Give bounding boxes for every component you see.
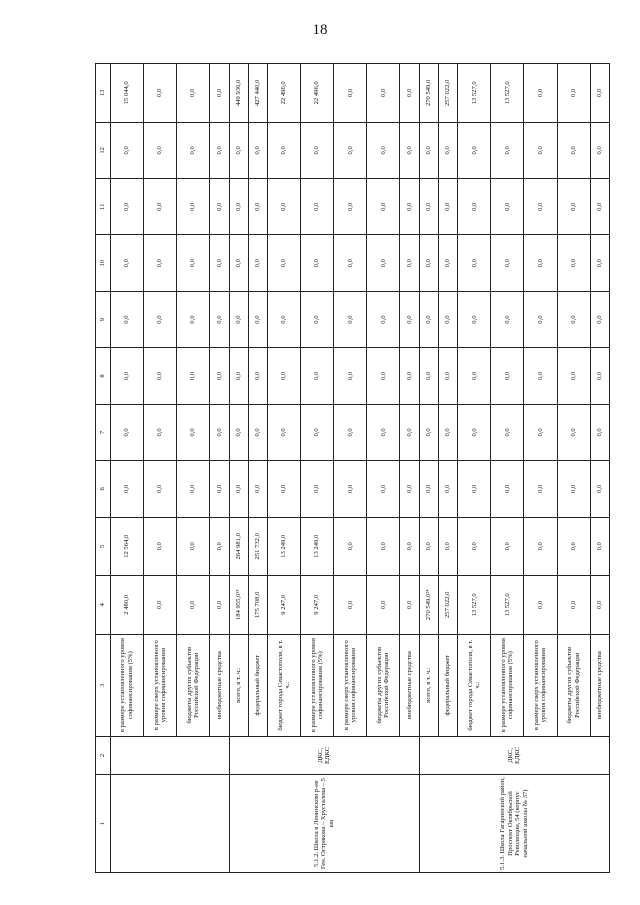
total-cell: 0,0 (177, 64, 210, 123)
value-cell: 0,0 (268, 235, 301, 291)
funding-source-cell: федеральный бюджет (248, 634, 267, 736)
value-cell: 0,0 (590, 122, 609, 178)
funding-source-cell: бюджеты других субъектов Российской Федерации (177, 634, 210, 736)
total-cell: 270 549,0 (419, 64, 438, 123)
value-cell: 0,0 (400, 122, 419, 178)
value-cell: 0,0 (334, 179, 367, 235)
value-cell: 0,0 (524, 291, 557, 347)
value-cell: 175 708,0 (248, 576, 267, 635)
value-cell: 0,0 (144, 517, 177, 576)
total-cell: 0,0 (144, 64, 177, 123)
funding-source-cell: внебюджетные средства (590, 634, 609, 736)
value-cell: 0,0 (438, 348, 457, 404)
value-cell: 0,0 (268, 122, 301, 178)
value-cell: 0,0 (268, 461, 301, 517)
value-cell: 0,0 (229, 348, 248, 404)
total-cell: 13 527,0 (458, 64, 491, 123)
value-cell: 0,0 (229, 461, 248, 517)
value-cell: 0,0 (400, 461, 419, 517)
value-cell: 0,0 (400, 235, 419, 291)
value-cell: 0,0 (590, 404, 609, 460)
value-cell: 0,0 (111, 404, 144, 460)
value-cell: 0,0 (590, 517, 609, 576)
table-rotation-frame (95, 63, 610, 873)
value-cell: 0,0 (111, 461, 144, 517)
value-cell: 270 549,0²⁴ (419, 576, 438, 635)
funding-source-cell: бюджет города Севастополя, в т. ч.: (268, 634, 301, 736)
value-cell: 0,0 (210, 122, 229, 178)
funding-source-cell: всего, в т. ч.: (229, 634, 248, 736)
customer-cell: ДКС, ЕДКС (419, 736, 609, 774)
value-cell: 0,0 (590, 576, 609, 635)
value-cell: 0,0 (491, 404, 524, 460)
value-cell: 0,0 (524, 576, 557, 635)
value-cell: 0,0 (229, 291, 248, 347)
value-cell: 0,0 (268, 179, 301, 235)
total-cell: 0,0 (334, 64, 367, 123)
value-cell: 0,0 (301, 291, 334, 347)
value-cell: 0,0 (111, 179, 144, 235)
value-cell: 0,0 (210, 576, 229, 635)
value-cell: 0,0 (367, 122, 400, 178)
value-cell: 0,0 (367, 179, 400, 235)
value-cell: 0,0 (590, 348, 609, 404)
value-cell: 0,0 (590, 235, 609, 291)
value-cell: 0,0 (524, 404, 557, 460)
value-cell: 0,0 (367, 461, 400, 517)
total-cell: 0,0 (210, 64, 229, 123)
value-cell: 0,0 (334, 235, 367, 291)
value-cell: 0,0 (419, 179, 438, 235)
value-cell: 0,0 (524, 122, 557, 178)
value-cell: 0,0 (491, 517, 524, 576)
value-cell: 0,0 (400, 404, 419, 460)
value-cell: 0,0 (144, 461, 177, 517)
funding-source-cell: бюджеты других субъектов Российской Федерации (557, 634, 590, 736)
value-cell: 0,0 (367, 291, 400, 347)
value-cell: 0,0 (458, 291, 491, 347)
value-cell: 0,0 (210, 404, 229, 460)
value-cell: 0,0 (268, 348, 301, 404)
value-cell: 13 249,0 (268, 517, 301, 576)
header-cell: 11 (96, 179, 111, 235)
value-cell: 2 480,0 (111, 576, 144, 635)
value-cell: 0,0 (334, 122, 367, 178)
value-cell: 0,0 (144, 404, 177, 460)
value-cell: 0,0 (301, 235, 334, 291)
value-cell: 0,0 (367, 348, 400, 404)
value-cell: 0,0 (111, 348, 144, 404)
object-name-cell: 5.1.3. Школа Гагаринский район, Проспект Октябрьской Революции, 54 (корпус начальной школы № 37) (419, 775, 609, 873)
continuation-customer-cell (111, 736, 230, 774)
total-cell: 0,0 (367, 64, 400, 123)
value-cell: 9 247,0 (268, 576, 301, 635)
object-name-cell: 5.1.2. Школа в Ленинском р-не Ген. Острякова – Хрусталева – 5 км (229, 775, 419, 873)
value-cell: 0,0 (177, 461, 210, 517)
funding-source-cell: федеральный бюджет (438, 634, 457, 736)
value-cell: 0,0 (229, 235, 248, 291)
value-cell: 0,0 (458, 235, 491, 291)
value-cell: 184 955,0²³ (229, 576, 248, 635)
value-cell: 0,0 (367, 235, 400, 291)
value-cell: 0,0 (419, 461, 438, 517)
value-cell: 0,0 (229, 179, 248, 235)
value-cell: 0,0 (334, 348, 367, 404)
value-cell: 0,0 (491, 461, 524, 517)
value-cell: 0,0 (491, 348, 524, 404)
value-cell: 0,0 (367, 404, 400, 460)
value-cell: 0,0 (557, 461, 590, 517)
value-cell: 0,0 (111, 122, 144, 178)
value-cell: 257 022,0 (438, 576, 457, 635)
total-cell: 449 936,0 (229, 64, 248, 123)
value-cell: 0,0 (177, 576, 210, 635)
value-cell: 0,0 (557, 179, 590, 235)
value-cell: 0,0 (177, 179, 210, 235)
value-cell: 0,0 (524, 235, 557, 291)
value-cell: 0,0 (111, 235, 144, 291)
funding-source-cell: в размере установленного уровня софинансирования (5%) (111, 634, 144, 736)
value-cell: 0,0 (438, 179, 457, 235)
table-row (229, 64, 248, 873)
value-cell: 9 247,0 (301, 576, 334, 635)
value-cell: 0,0 (458, 348, 491, 404)
funding-source-cell: в размере установленного уровня софинансирования (5%) (301, 634, 334, 736)
value-cell: 0,0 (419, 348, 438, 404)
header-cell: 12 (96, 122, 111, 178)
value-cell: 0,0 (334, 461, 367, 517)
total-cell: 0,0 (524, 64, 557, 123)
funding-source-cell: бюджет города Севастополя, в т. ч.: (458, 634, 491, 736)
value-cell: 0,0 (210, 348, 229, 404)
funding-source-cell: всего, в т. ч.: (419, 634, 438, 736)
value-cell: 13 249,0 (301, 517, 334, 576)
value-cell: 0,0 (438, 461, 457, 517)
value-cell: 0,0 (557, 576, 590, 635)
value-cell: 0,0 (419, 235, 438, 291)
value-cell: 0,0 (301, 122, 334, 178)
value-cell: 0,0 (248, 461, 267, 517)
total-cell: 427 440,0 (248, 64, 267, 123)
value-cell: 0,0 (301, 404, 334, 460)
continuation-object-cell (111, 775, 230, 873)
funding-source-cell: в размере установленного уровня софинансирования (5%) (491, 634, 524, 736)
value-cell: 0,0 (210, 517, 229, 576)
value-cell: 0,0 (177, 348, 210, 404)
value-cell: 0,0 (177, 122, 210, 178)
value-cell: 0,0 (491, 122, 524, 178)
value-cell: 0,0 (248, 235, 267, 291)
header-cell: 13 (96, 64, 111, 123)
customer-cell: ДКС, ЕДКС (229, 736, 419, 774)
value-cell: 0,0 (229, 122, 248, 178)
value-cell: 0,0 (458, 461, 491, 517)
value-cell: 0,0 (438, 235, 457, 291)
header-cell: 8 (96, 348, 111, 404)
value-cell: 0,0 (111, 291, 144, 347)
value-cell: 0,0 (524, 517, 557, 576)
rotated-table-area (95, 63, 610, 873)
total-cell: 13 527,0 (491, 64, 524, 123)
total-cell: 15 044,0 (111, 64, 144, 123)
value-cell: 0,0 (177, 404, 210, 460)
value-cell: 0,0 (268, 404, 301, 460)
header-cell: 6 (96, 461, 111, 517)
value-cell: 0,0 (458, 404, 491, 460)
header-cell: 4 (96, 576, 111, 635)
value-cell: 0,0 (144, 348, 177, 404)
value-cell: 0,0 (458, 122, 491, 178)
value-cell: 0,0 (590, 291, 609, 347)
header-cell: 3 (96, 634, 111, 736)
value-cell: 0,0 (557, 404, 590, 460)
value-cell: 0,0 (367, 517, 400, 576)
value-cell: 0,0 (248, 179, 267, 235)
value-cell: 0,0 (144, 235, 177, 291)
value-cell: 0,0 (438, 122, 457, 178)
value-cell: 0,0 (524, 348, 557, 404)
value-cell: 0,0 (334, 517, 367, 576)
value-cell: 0,0 (590, 461, 609, 517)
value-cell: 0,0 (524, 461, 557, 517)
value-cell: 0,0 (491, 291, 524, 347)
value-cell: 0,0 (248, 122, 267, 178)
value-cell: 12 564,0 (111, 517, 144, 576)
total-cell: 22 496,0 (268, 64, 301, 123)
page-number: 18 (312, 22, 328, 38)
value-cell: 251 732,0 (248, 517, 267, 576)
value-cell: 0,0 (400, 576, 419, 635)
value-cell: 0,0 (144, 179, 177, 235)
value-cell: 0,0 (248, 348, 267, 404)
value-cell: 0,0 (144, 122, 177, 178)
budget-table (95, 63, 610, 873)
total-cell: 257 022,0 (438, 64, 457, 123)
value-cell: 0,0 (400, 179, 419, 235)
value-cell: 0,0 (210, 235, 229, 291)
total-cell: 0,0 (400, 64, 419, 123)
value-cell: 0,0 (177, 291, 210, 347)
header-cell: 5 (96, 517, 111, 576)
funding-source-cell: в размере сверх установленного уровня софинансирования (524, 634, 557, 736)
total-cell: 0,0 (557, 64, 590, 123)
value-cell: 0,0 (557, 291, 590, 347)
value-cell: 0,0 (557, 235, 590, 291)
value-cell: 0,0 (438, 291, 457, 347)
value-cell: 0,0 (229, 404, 248, 460)
value-cell: 0,0 (210, 291, 229, 347)
header-cell: 1 (96, 775, 111, 873)
value-cell: 0,0 (400, 348, 419, 404)
value-cell: 0,0 (419, 404, 438, 460)
value-cell: 264 981,0 (229, 517, 248, 576)
table-body (111, 64, 610, 873)
value-cell: 0,0 (438, 517, 457, 576)
value-cell: 0,0 (210, 179, 229, 235)
value-cell: 0,0 (557, 122, 590, 178)
header-row (96, 64, 111, 873)
value-cell: 0,0 (557, 348, 590, 404)
table-row (419, 64, 438, 873)
value-cell: 0,0 (491, 235, 524, 291)
value-cell: 0,0 (419, 291, 438, 347)
value-cell: 0,0 (491, 179, 524, 235)
value-cell: 0,0 (301, 179, 334, 235)
funding-source-cell: бюджеты других субъектов Российской Федерации (367, 634, 400, 736)
total-cell: 0,0 (590, 64, 609, 123)
header-cell: 7 (96, 404, 111, 460)
value-cell: 0,0 (458, 179, 491, 235)
value-cell: 0,0 (144, 291, 177, 347)
value-cell: 0,0 (438, 404, 457, 460)
value-cell: 0,0 (268, 291, 301, 347)
total-cell: 22 496,0 (301, 64, 334, 123)
value-cell: 0,0 (334, 291, 367, 347)
value-cell: 0,0 (334, 576, 367, 635)
header-cell: 9 (96, 291, 111, 347)
value-cell: 0,0 (334, 404, 367, 460)
value-cell: 0,0 (458, 517, 491, 576)
funding-source-cell: в размере сверх установленного уровня софинансирования (334, 634, 367, 736)
funding-source-cell: внебюджетные средства (400, 634, 419, 736)
value-cell: 0,0 (301, 461, 334, 517)
value-cell: 0,0 (400, 517, 419, 576)
funding-source-cell: внебюджетные средства (210, 634, 229, 736)
value-cell: 0,0 (367, 576, 400, 635)
value-cell: 0,0 (177, 235, 210, 291)
value-cell: 0,0 (400, 291, 419, 347)
value-cell: 0,0 (557, 517, 590, 576)
value-cell: 13 527,0 (458, 576, 491, 635)
funding-source-cell: в размере сверх установленного уровня софинансирования (144, 634, 177, 736)
value-cell: 0,0 (248, 404, 267, 460)
value-cell: 0,0 (419, 122, 438, 178)
value-cell: 0,0 (144, 576, 177, 635)
value-cell: 0,0 (177, 517, 210, 576)
value-cell: 0,0 (419, 517, 438, 576)
value-cell: 0,0 (590, 179, 609, 235)
header-cell: 2 (96, 736, 111, 774)
value-cell: 0,0 (301, 348, 334, 404)
value-cell: 0,0 (210, 461, 229, 517)
value-cell: 0,0 (248, 291, 267, 347)
value-cell: 0,0 (524, 179, 557, 235)
table-row (111, 64, 144, 873)
header-cell: 10 (96, 235, 111, 291)
value-cell: 13 527,0 (491, 576, 524, 635)
